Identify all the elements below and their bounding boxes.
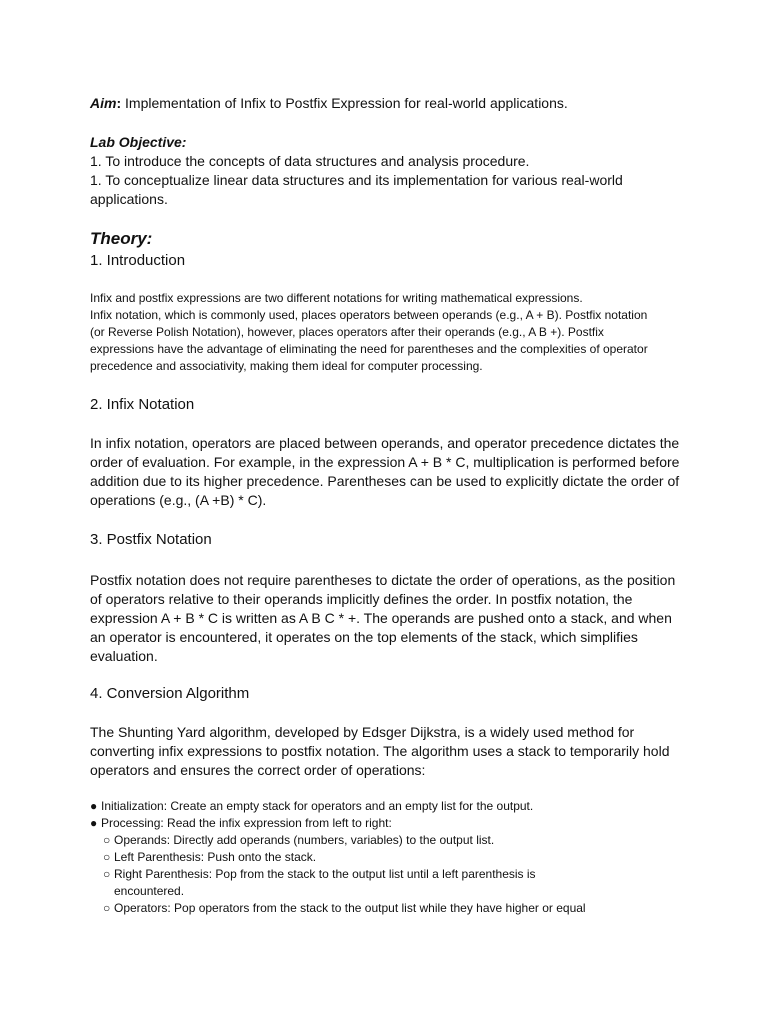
sub-list-item-text: Right Parenthesis: Pop from the stack to the output list until a left parenthesis is: [114, 867, 536, 881]
section-title: 1. Introduction: [90, 252, 186, 269]
bullet-icon: ●: [90, 816, 98, 830]
sub-list-item: [90, 832, 690, 849]
sub-bullet-icon: ○: [103, 850, 111, 864]
paragraph-line: operators and ensures the correct order of operations:: [90, 762, 426, 778]
section-paragraph: [90, 723, 690, 780]
paragraph-line: expression A + B * C is written as A B C * +. The operands are pushed onto a stack, and when: [90, 610, 672, 626]
lab-objective-item: 1. To introduce the concepts of data structures and analysis procedure.: [90, 153, 530, 169]
aim-line: [90, 94, 568, 113]
sub-list-item-text: Operators: Pop operators from the stack to the output list while they have higher or equal: [114, 901, 586, 915]
sub-list-item: [90, 849, 690, 866]
paragraph-line: an operator is encountered, it operates on the top elements of the stack, which simplifies: [90, 629, 638, 645]
lab-objective-item: applications.: [90, 191, 168, 207]
sub-bullet-icon: ○: [103, 867, 111, 881]
paragraph-line: evaluation.: [90, 648, 158, 664]
sub-bullet-icon: ○: [103, 833, 111, 847]
paragraph-line: expressions have the advantage of eliminating the need for parentheses and the complexities of operator: [90, 342, 648, 356]
section-title: 3. Postfix Notation: [90, 531, 212, 548]
theory-heading: Theory:: [90, 229, 153, 248]
paragraph-line: of operators relative to their operands implicitly defines the order. In postfix notation, the: [90, 591, 633, 607]
paragraph-line: The Shunting Yard algorithm, developed by Edsger Dijkstra, is a widely used method for: [90, 724, 635, 740]
sub-list-item-continuation: encountered.: [114, 884, 185, 898]
aim-colon: :: [116, 95, 122, 111]
lab-objective-list: [90, 152, 690, 209]
paragraph-line: In infix notation, operators are placed between operands, and operator precedence dictates the: [90, 435, 680, 451]
paragraph-line: precedence and associativity, making them ideal for computer processing.: [90, 359, 483, 373]
lab-objective-heading: Lab Objective:: [90, 134, 187, 150]
aim-text: Implementation of Infix to Postfix Expression for real-world applications.: [125, 95, 568, 111]
section-paragraph: [90, 290, 690, 375]
section-title: 2. Infix Notation: [90, 396, 195, 413]
paragraph-line: converting infix expressions to postfix notation. The algorithm uses a stack to temporarily hold: [90, 743, 670, 759]
paragraph-line: (or Reverse Polish Notation), however, places operators after their operands (e.g., A B +). Postfix: [90, 325, 604, 339]
paragraph-line: Infix and postfix expressions are two different notations for writing mathematical expressions.: [90, 291, 583, 305]
sub-list-item-text: Operands: Directly add operands (numbers, variables) to the output list.: [114, 833, 495, 847]
sub-list-item-text: Left Parenthesis: Push onto the stack.: [114, 850, 317, 864]
sub-list-item: [90, 866, 690, 883]
list-item-text: Processing: Read the infix expression from left to right:: [101, 816, 392, 830]
sub-bullet-icon: ○: [103, 901, 111, 915]
section-title: 4. Conversion Algorithm: [90, 685, 250, 702]
paragraph-line: operations (e.g., (A +B) * C).: [90, 492, 267, 508]
paragraph-line: Infix notation, which is commonly used, places operators between operands (e.g., A + B). Postfix notation: [90, 308, 648, 322]
aim-label: Aim: [90, 95, 117, 111]
section-paragraph: [90, 434, 690, 510]
paragraph-line: order of evaluation. For example, in the expression A + B * C, multiplication is performed before: [90, 454, 680, 470]
list-item: [90, 798, 690, 815]
lab-objective-item: 1. To conceptualize linear data structures and its implementation for various real-world: [90, 172, 623, 188]
list-item-text: Initialization: Create an empty stack for operators and an empty list for the output.: [101, 799, 534, 813]
bullet-icon: ●: [90, 799, 98, 813]
paragraph-line: addition due to its higher precedence. Parentheses can be used to explicitly dictate the order of: [90, 473, 680, 489]
paragraph-line: Postfix notation does not require parentheses to dictate the order of operations, as the position: [90, 572, 676, 588]
section-paragraph: [90, 571, 690, 666]
algorithm-steps-list: [90, 798, 690, 917]
sub-list-item: [90, 900, 690, 917]
list-item: [90, 815, 690, 832]
